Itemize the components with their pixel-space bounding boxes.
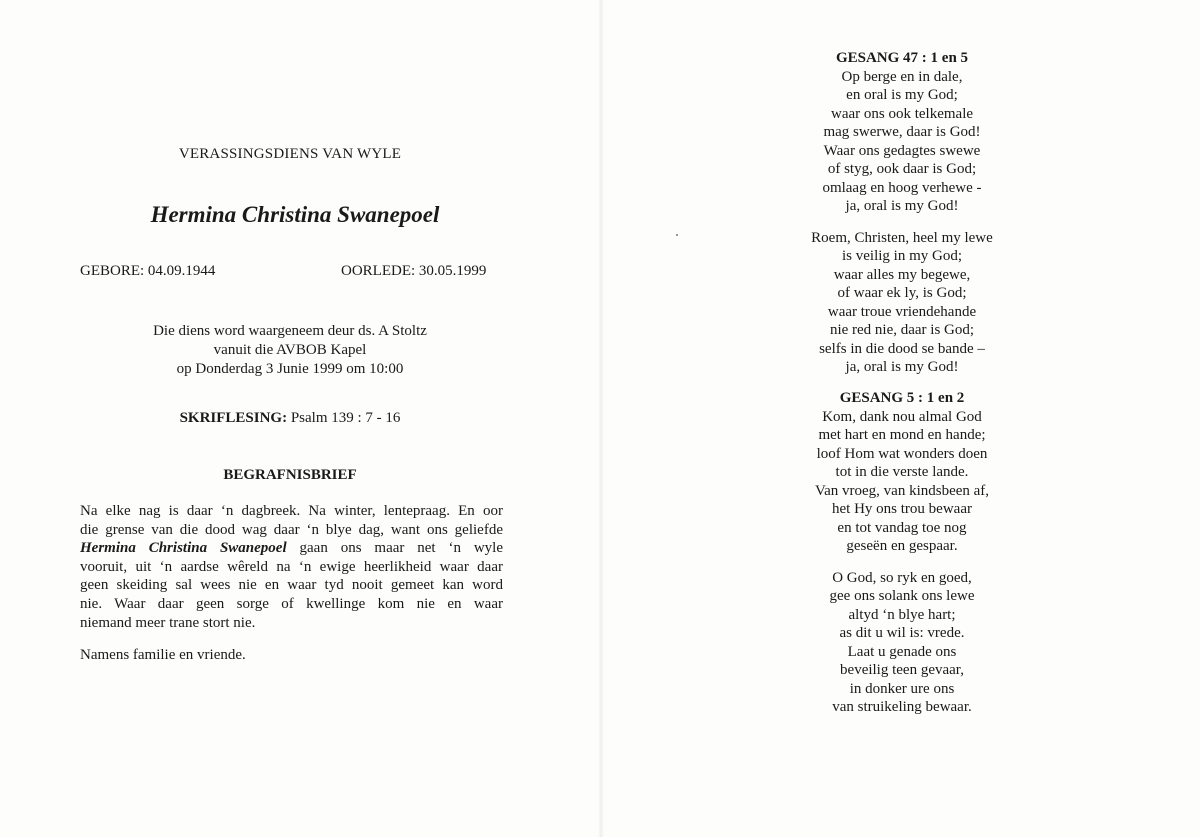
hymn-line: waar troue vriendehande <box>827 303 977 320</box>
scripture-reading-text: Psalm 139 : 7 - 16 <box>290 410 401 426</box>
hymn-line: ja, oral is my God! <box>845 198 959 214</box>
hymn-line: gee ons solank ons lewe <box>829 588 975 604</box>
letter-body <box>80 502 503 632</box>
service-details <box>100 322 480 379</box>
hymn-title: GESANG 47 : 1 en 5 <box>835 50 969 66</box>
death-date: OORLEDE: 30.05.1999 <box>341 263 487 279</box>
hymn-line: Waar ons gedagtes swewe <box>823 142 981 159</box>
birth-date: GEBORE: 04.09.1944 <box>80 263 216 279</box>
scan-speck <box>676 234 678 236</box>
service-line: Die diens word waargeneem deur ds. A Stoltz <box>153 323 427 339</box>
left-page <box>0 0 598 837</box>
hymn-line: loof Hom wat wonders doen <box>816 445 988 462</box>
signoff: Namens familie en vriende. <box>80 647 246 663</box>
service-line: op Donderdag 3 Junie 1999 om 10:00 <box>176 361 404 377</box>
hymn-line: O God, so ryk en goed, <box>832 569 972 586</box>
letter-line-with-name <box>80 539 503 558</box>
hymn-line: met hart en mond en hande; <box>818 427 986 443</box>
hymn-stanza <box>754 68 1050 216</box>
letter-line: niemand meer trane stort nie. <box>80 614 256 631</box>
deceased-name: Hermina Christina Swanepoel <box>150 202 440 227</box>
right-page <box>604 0 1200 837</box>
service-line: vanuit die AVBOB Kapel <box>213 342 367 358</box>
hymn-5 <box>754 389 1050 730</box>
hymn-line: Op berge en in dale, <box>841 68 963 85</box>
hymn-line: waar alles my begewe, <box>833 266 971 283</box>
hymn-line: nie red nie, daar is God; <box>829 322 975 338</box>
letter-line: Na elke nag is daar ‘n dagbreek. Na winter, lentepraag. En oor <box>80 503 503 519</box>
hymn-line: tot in die verste lande. <box>835 464 969 480</box>
hymn-47 <box>754 49 1050 390</box>
hymn-line: beveilig teen gevaar, <box>840 662 964 678</box>
hymn-line: Van vroeg, van kindsbeen af, <box>814 482 990 499</box>
hymn-line: as dit u wil is: vrede. <box>839 625 965 641</box>
letter-deceased-name: Hermina Christina Swanepoel <box>80 540 287 557</box>
hymn-line: of waar ek ly, is God; <box>837 285 967 301</box>
hymn-line: waar ons ook telkemale <box>830 105 974 122</box>
letter-line: die grense van die dood wag daar ‘n blye dag, want ons geliefde <box>80 521 503 538</box>
hymn-line: Roem, Christen, heel my lewe <box>811 229 993 246</box>
service-heading: VERASSINGSDIENS VAN WYLE <box>178 146 402 162</box>
scripture-reading-label: SKRIFLESING: <box>179 410 288 426</box>
letter-title: BEGRAFNISBRIEF <box>223 467 357 483</box>
hymn-stanza <box>754 408 1050 556</box>
hymn-line: geseën en gespaar. <box>846 538 958 554</box>
hymn-stanza <box>754 229 1050 377</box>
hymn-line: het Hy ons trou bewaar <box>832 501 972 517</box>
hymn-line: van struikeling bewaar. <box>832 699 972 715</box>
letter-line: geen skeiding sal wees nie en waar tyd nooit gemeet kan word <box>80 577 503 594</box>
hymn-line: omlaag en hoog verhewe - <box>822 179 982 196</box>
scripture-reading <box>80 410 500 427</box>
hymn-line: altyd ‘n blye hart; <box>848 606 956 623</box>
hymn-line: in donker ure ons <box>849 680 955 697</box>
hymn-line: Laat u genade ons <box>847 643 957 660</box>
letter-line: vooruit, uit ‘n aardse wêreld na ‘n ewige heerlikheid waar daar <box>80 558 503 575</box>
hymn-line: Kom, dank nou almal God <box>822 408 982 425</box>
hymn-title: GESANG 5 : 1 en 2 <box>839 390 965 406</box>
hymn-line: of styg, ook daar is God; <box>827 161 977 177</box>
hymn-line: selfs in die dood se bande – <box>819 340 985 357</box>
letter-line-rest: gaan ons maar net ‘n wyle <box>299 540 503 557</box>
hymn-line: ja, oral is my God! <box>845 359 959 375</box>
hymn-line: mag swerwe, daar is God! <box>823 124 981 140</box>
hymn-line: en oral is my God; <box>846 87 958 103</box>
hymn-stanza <box>754 569 1050 717</box>
hymn-line: en tot vandag toe nog <box>837 519 967 536</box>
letter-line: nie. Waar daar geen sorge of kwellinge kom nie en waar <box>80 595 503 612</box>
hymn-line: is veilig in my God; <box>842 248 962 264</box>
